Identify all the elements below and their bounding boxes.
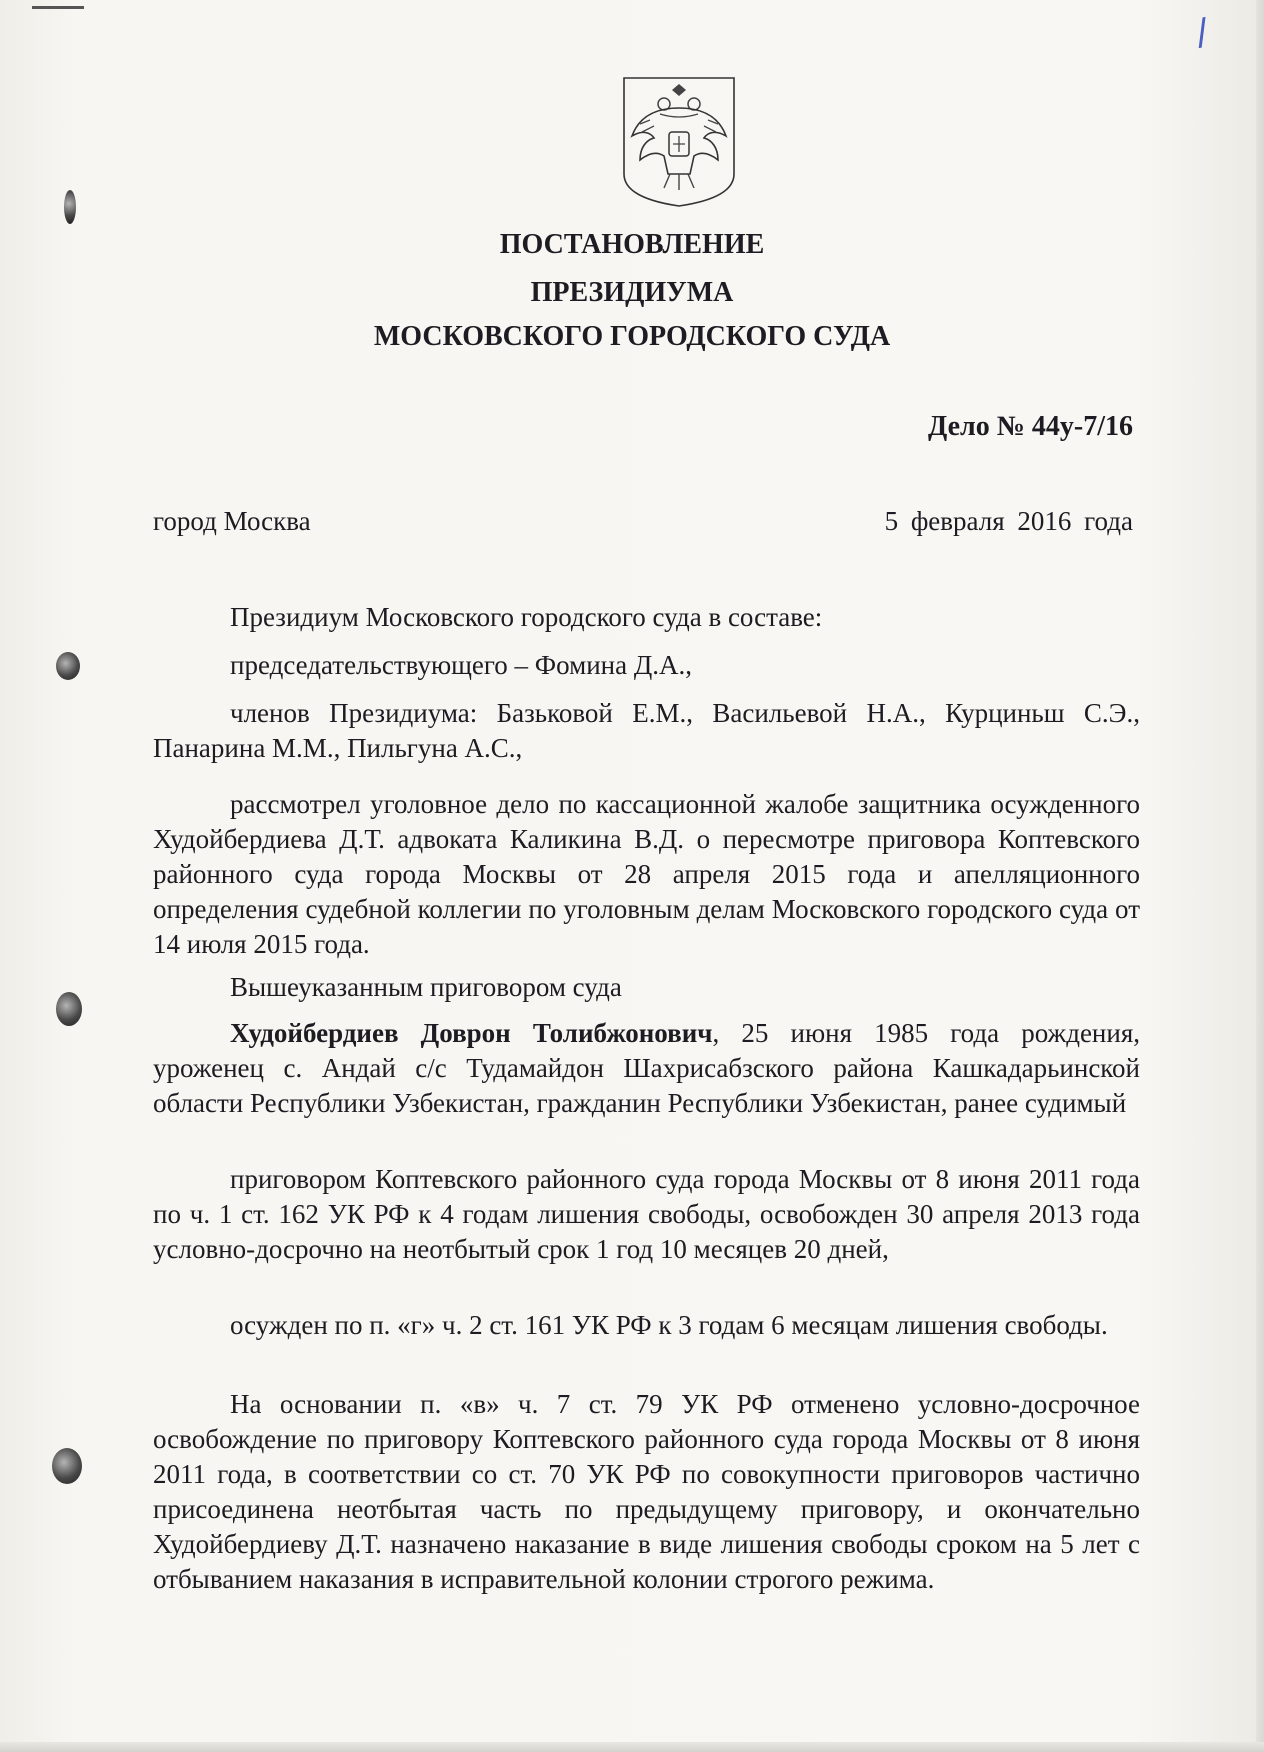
punch-hole-icon	[64, 190, 76, 224]
case-number: Дело № 44у-7/16	[928, 411, 1133, 442]
defendant-name: Худойбердиев Доврон Толибжонович	[230, 1018, 713, 1048]
defendant-details: , 25 июня 1985 года рождения, уроженец с. Андай с/с Тудамайдон Шахрисабзского района Кашкадарьинской области Республики Узбекистан, гражданин Республики Узбекистан, ранее судимый	[153, 1018, 1140, 1118]
punch-hole-icon	[56, 652, 80, 680]
paragraph-previous-sentence: приговором Коптевского районного суда города Москвы от 8 июня 2011 года по ч. 1 ст. 162 УК РФ к 4 годам лишения свободы, освобожден 30 апреля 2013 года условно-досрочно на неотбытый срок 1 год 10 месяцев 20 дней,	[153, 1164, 1140, 1264]
page-edge-bottom	[0, 1742, 1264, 1752]
place: город Москва	[153, 506, 311, 536]
paragraph-final-sentence: На основании п. «в» ч. 7 ст. 79 УК РФ отменено условно-досрочное освобождение по приговору Коптевского районного суда города Москвы от 8 июня 2011 года, в соответствии со ст. 70 УК РФ по совокупности приговоров частично присоединена неотбытая часть по предыдущему приговору, и окончательно Худойбердиеву Д.Т. назначено наказание в виде лишения свободы сроком на 5 лет с отбыванием наказания в исправительной колонии строгого режима.	[153, 1389, 1140, 1594]
paragraph-presiding: председательствующего – Фомина Д.А.,	[230, 650, 693, 680]
coat-of-arms-icon	[620, 74, 738, 210]
page-edge-right	[1256, 0, 1264, 1752]
document-title-line-1: ПОСТАНОВЛЕНИЕ	[499, 229, 765, 260]
punch-hole-icon	[56, 992, 82, 1026]
paragraph-considered: рассмотрел уголовное дело по кассационной жалобе защитника осужденного Худойбердиева Д.Т. адвоката Каликина В.Д. о пересмотре приговора Коптевского районного суда города Москвы от 28 апреля 2015 года и апелляционного определения судебной коллегии по уголовным делам Московского городского суда от 14 июля 2015 года.	[153, 789, 1140, 959]
paragraph-convicted: осужден по п. «г» ч. 2 ст. 161 УК РФ к 3 годам 6 месяцам лишения свободы.	[230, 1310, 1108, 1340]
document-title-line-2: ПРЕЗИДИУМА	[530, 277, 734, 308]
punch-hole-icon	[52, 1448, 82, 1484]
scan-artifact-line	[32, 6, 84, 9]
document-title-line-3: МОСКОВСКОГО ГОРОДСКОГО СУДА	[373, 321, 891, 352]
paragraph-members: членов Президиума: Базьковой Е.М., Васильевой Н.А., Курциньш С.Э., Панарина М.М., Пильгуна А.С.,	[153, 698, 1140, 763]
handwritten-tick: /	[1192, 11, 1212, 54]
paragraph-defendant	[153, 1016, 1140, 1121]
paragraph-verdict-intro: Вышеуказанным приговором суда	[230, 972, 622, 1002]
paragraph-court-composition: Президиум Московского городского суда в составе:	[230, 602, 823, 632]
date: 5 февраля 2016 года	[884, 506, 1133, 536]
